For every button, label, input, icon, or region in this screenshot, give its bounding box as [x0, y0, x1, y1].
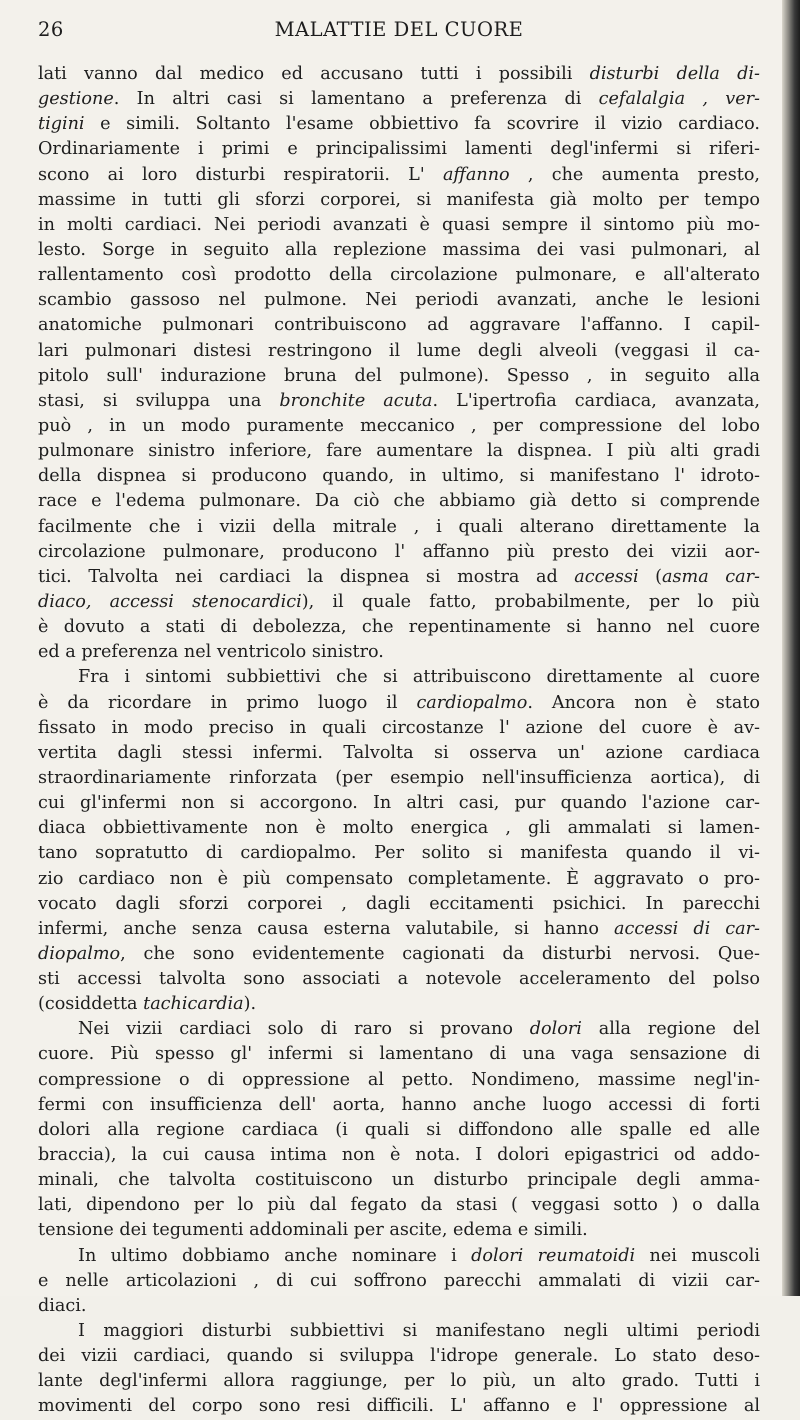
text-line	[38, 841, 760, 866]
text-line	[38, 1068, 760, 1093]
italic-text: asma car-	[662, 566, 760, 587]
text-line	[38, 1042, 760, 1067]
text-segment: . Ancora non è stato	[527, 692, 760, 713]
italic-text: bronchite acuta	[279, 390, 433, 411]
text-line	[38, 942, 760, 967]
text-segment: . In altri casi si lamentano a preferenza di	[113, 89, 599, 110]
text-segment: diaci.	[38, 1295, 87, 1316]
text-line	[38, 137, 760, 162]
text-segment: diaca obbiettivamente non è molto energica , gli ammalati si lamen-	[38, 818, 760, 839]
text-segment: dei vizii cardiaci, quando si sviluppa l'idrope generale. Lo stato deso-	[38, 1346, 760, 1367]
text-segment: lesto. Sorge in seguito alla replezione massima dei vasi pulmonari, al	[38, 239, 760, 260]
text-segment: è da ricordare in primo luogo il	[38, 692, 417, 713]
text-line	[38, 1344, 760, 1369]
text-line	[38, 414, 760, 439]
text-segment: Fra i sintomi subbiettivi che si attribuiscono direttamente al cuore	[78, 667, 760, 688]
text-segment: tici. Talvolta nei cardiaci la dispnea si mostra ad	[38, 566, 575, 587]
text-segment: rallentamento così prodotto della circolazione pulmonare, e all'alterato	[38, 265, 760, 286]
text-segment: scambio gassoso nel pulmone. Nei periodi avanzati, anche le lesioni	[38, 290, 760, 311]
text-segment: è dovuto a stati di debolezza, che repentinamente si hanno nel cuore	[38, 617, 760, 638]
text-segment: anatomiche pulmonari contribuiscono ad aggravare l'affanno. I capil-	[38, 315, 760, 336]
text-segment: pitolo sull' indurazione bruna del pulmone). Spesso , in seguito alla	[38, 365, 760, 386]
text-segment: cui gl'infermi non si accorgono. In altri casi, pur quando l'azione car-	[38, 793, 760, 814]
text-segment: fermi con insufficienza dell' aorta, hanno anche luogo accessi di forti	[38, 1094, 760, 1115]
text-line	[38, 439, 760, 464]
italic-text: diopalmo	[38, 943, 121, 964]
body-text	[38, 62, 760, 1420]
text-line	[38, 716, 760, 741]
text-segment: tano sopratutto di cardiopalmo. Per solito si manifesta quando il vi-	[38, 843, 760, 864]
text-segment: movimenti del corpo sono resi difficili. L' affanno e l' oppressione al	[38, 1396, 760, 1417]
text-segment: ), il quale fatto, probabilmente, per lo più	[301, 591, 760, 612]
text-segment: , che aumenta presto,	[509, 164, 760, 185]
italic-text: tachicardia	[143, 994, 244, 1015]
page-header	[38, 18, 760, 44]
text-segment: dolori alla regione cardiaca (i quali si diffondono alle spalle ed alle	[38, 1119, 760, 1140]
text-segment: lari pulmonari distesi restringono il lume degli alveoli (veggasi il ca-	[38, 340, 760, 361]
text-segment: vertita dagli stessi infermi. Talvolta si osserva un' azione cardiaca	[38, 742, 760, 763]
text-line	[38, 1118, 760, 1143]
text-line	[38, 1193, 760, 1218]
text-line	[38, 263, 760, 288]
text-line	[38, 867, 760, 892]
text-segment: Ordinariamente i primi e principalissimi lamenti degl'infermi si riferi-	[38, 139, 760, 160]
italic-text: diaco, accessi stenocardici	[38, 591, 302, 612]
text-line	[38, 389, 760, 414]
text-line	[38, 1017, 760, 1042]
text-line	[38, 112, 760, 137]
text-line	[38, 741, 760, 766]
text-segment: minali, che talvolta costituiscono un disturbo principale degli amma-	[38, 1170, 760, 1191]
text-line	[38, 1319, 760, 1344]
text-segment: e simili. Soltanto l'esame obbiettivo fa scovrire il vizio cardiaco.	[84, 114, 760, 135]
text-line	[38, 691, 760, 716]
italic-text: dolori	[529, 1019, 582, 1040]
text-line	[38, 917, 760, 942]
running-title: MALATTIE DEL CUORE	[274, 18, 524, 41]
text-line	[38, 892, 760, 917]
text-segment: massime in tutti gli sforzi corporei, si manifesta già molto per tempo	[38, 189, 760, 210]
book-binding-edge	[782, 0, 800, 1296]
italic-text: accessi di car-	[614, 918, 760, 939]
text-line	[38, 992, 760, 1017]
text-line	[38, 464, 760, 489]
text-segment: della dispnea si producono quando, in ultimo, si manifestano l' idroto-	[38, 466, 760, 487]
italic-text: accessi	[574, 566, 639, 587]
text-line	[38, 1394, 760, 1419]
text-segment: tensione dei tegumenti addominali per ascite, edema e simili.	[38, 1220, 588, 1241]
text-line	[38, 766, 760, 791]
text-segment: compressione o di oppressione al petto. Nondimeno, massime negl'in-	[38, 1069, 760, 1090]
text-segment: straordinariamente rinforzata (per esempio nell'insufficienza aortica), di	[38, 767, 760, 788]
text-segment: ed a preferenza nel ventricolo sinistro.	[38, 642, 384, 663]
text-segment: In ultimo dobbiamo anche nominare i	[78, 1245, 472, 1266]
italic-text: affanno	[442, 164, 510, 185]
text-line	[38, 213, 760, 238]
italic-text: dolori reumatoidi	[471, 1245, 636, 1266]
italic-text: tigini	[38, 114, 85, 135]
text-segment: e nelle articolazioni , di cui soffrono parecchi ammalati di vizii car-	[38, 1270, 760, 1291]
text-segment: in molti cardiaci. Nei periodi avanzati è quasi sempre il sintomo più mo-	[38, 214, 760, 235]
text-segment: lati vanno dal medico ed accusano tutti i possibili	[38, 64, 590, 84]
text-segment: . L'ipertrofia cardiaca, avanzata,	[432, 390, 760, 411]
text-line	[38, 565, 760, 590]
text-line	[38, 62, 760, 87]
text-line	[38, 238, 760, 263]
text-line	[38, 540, 760, 565]
italic-text: disturbi della di-	[589, 64, 760, 84]
text-segment: sti accessi talvolta sono associati a notevole acceleramento del polso	[38, 969, 760, 990]
text-line	[38, 1244, 760, 1269]
text-segment: pulmonare sinistro inferiore, fare aumentare la dispnea. I più alti gradi	[38, 441, 760, 462]
text-segment: alla regione del	[581, 1019, 760, 1040]
text-segment: (	[638, 566, 663, 587]
text-line	[38, 163, 760, 188]
text-segment: lante degl'infermi allora raggiunge, per lo più, un alto grado. Tutti i	[38, 1371, 760, 1392]
text-line	[38, 665, 760, 690]
text-segment: (cosiddetta	[38, 994, 144, 1015]
text-line	[38, 515, 760, 540]
italic-text: cefalalgia , ver-	[598, 89, 760, 110]
italic-text: cardiopalmo	[416, 692, 528, 713]
text-segment: scono ai loro disturbi respiratorii. L'	[38, 164, 443, 185]
text-line	[38, 1294, 760, 1319]
text-segment: Nei vizii cardiaci solo di raro si provano	[78, 1019, 530, 1040]
text-line	[38, 364, 760, 389]
text-line	[38, 640, 760, 665]
text-segment: può , in un modo puramente meccanico , per compressione del lobo	[38, 415, 760, 436]
text-segment: vocato dagli sforzi corporei , dagli eccitamenti psichici. In parecchi	[38, 893, 760, 914]
text-line	[38, 1143, 760, 1168]
text-segment: circolazione pulmonare, producono l' affanno più presto dei vizii aor-	[38, 541, 760, 562]
text-line	[38, 489, 760, 514]
text-segment: , che sono evidentemente cagionati da disturbi nervosi. Que-	[120, 943, 760, 964]
text-segment: facilmente che i vizii della mitrale , i quali alterano direttamente la	[38, 516, 760, 537]
text-segment: zio cardiaco non è più compensato completamente. È aggravato o pro-	[38, 868, 760, 889]
text-line	[38, 1218, 760, 1243]
text-segment: infermi, anche senza causa esterna valutabile, si hanno	[38, 918, 615, 939]
text-segment: stasi, si sviluppa una	[38, 390, 280, 411]
text-segment: fissato in modo preciso in quali circostanze l' azione del cuore è av-	[38, 717, 760, 738]
text-line	[38, 288, 760, 313]
text-line	[38, 615, 760, 640]
text-segment: ).	[243, 994, 257, 1015]
text-segment: cuore. Più spesso gl' infermi si lamentano di una vaga sensazione di	[38, 1044, 760, 1065]
text-line	[38, 1269, 760, 1294]
text-segment: braccia), la cui causa intima non è nota. I dolori epigastrici od addo-	[38, 1145, 760, 1166]
text-line	[38, 590, 760, 615]
text-segment: I maggiori disturbi subbiettivi si manifestano negli ultimi periodi	[78, 1321, 760, 1342]
italic-text: gestione	[38, 89, 114, 110]
text-line	[38, 313, 760, 338]
text-line	[38, 816, 760, 841]
text-line	[38, 791, 760, 816]
text-line	[38, 339, 760, 364]
text-segment: lati, dipendono per lo più dal fegato da stasi ( veggasi sotto ) o dalla	[38, 1195, 760, 1216]
text-segment: nei muscoli	[635, 1245, 760, 1266]
text-segment: race e l'edema pulmonare. Da ciò che abbiamo già detto si comprende	[38, 491, 760, 512]
text-line	[38, 1369, 760, 1394]
text-line	[38, 1093, 760, 1118]
page-number: 26	[38, 18, 64, 41]
text-line	[38, 1168, 760, 1193]
text-line	[38, 967, 760, 992]
text-line	[38, 87, 760, 112]
text-line	[38, 188, 760, 213]
